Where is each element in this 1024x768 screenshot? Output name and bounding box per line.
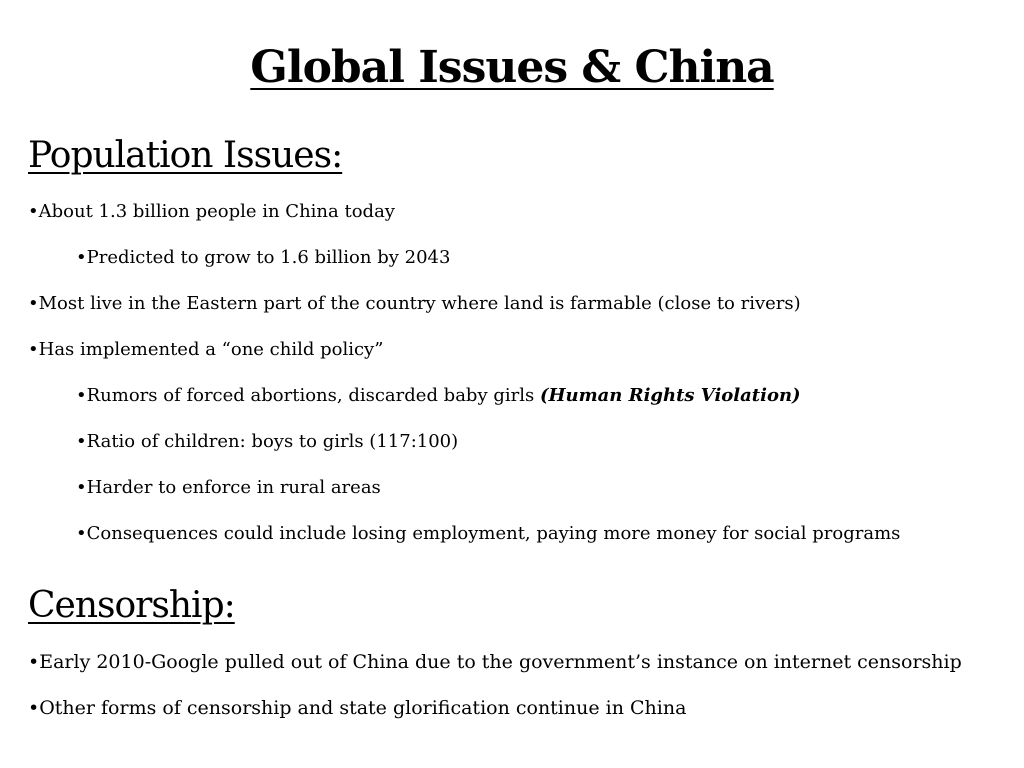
censorship-heading-text: Censorship: bbox=[28, 585, 235, 626]
bullet-ratio-of-children: •Ratio of children: boys to girls (117:100) bbox=[76, 431, 459, 452]
bullet-other-censorship: •Other forms of censorship and state glorification continue in China bbox=[28, 697, 687, 719]
human-rights-violation-note: (Human Rights Violation) bbox=[539, 385, 801, 406]
censorship-heading bbox=[28, 584, 235, 628]
slide-title-text: Global Issues & China bbox=[250, 42, 774, 93]
bullet-eastern-farmland: •Most live in the Eastern part of the country where land is farmable (close to rivers) bbox=[28, 293, 801, 314]
population-issues-heading bbox=[28, 134, 342, 178]
bullet-consequences: •Consequences could include losing employment, paying more money for social programs bbox=[76, 523, 901, 544]
bullet-rumors bbox=[76, 383, 801, 409]
bullet-rumors-text: •Rumors of forced abortions, discarded baby girls bbox=[76, 385, 540, 406]
slide-title bbox=[0, 40, 1024, 96]
population-issues-heading-text: Population Issues: bbox=[28, 135, 343, 176]
bullet-rural-enforcement: •Harder to enforce in rural areas bbox=[76, 477, 381, 498]
bullet-population-count: •About 1.3 billion people in China today bbox=[28, 201, 395, 222]
bullet-google-pullout: •Early 2010-Google pulled out of China due to the government’s instance on internet censorship bbox=[28, 651, 962, 673]
bullet-population-prediction: •Predicted to grow to 1.6 billion by 2043 bbox=[76, 247, 451, 268]
bullet-one-child-policy: •Has implemented a “one child policy” bbox=[28, 339, 384, 360]
